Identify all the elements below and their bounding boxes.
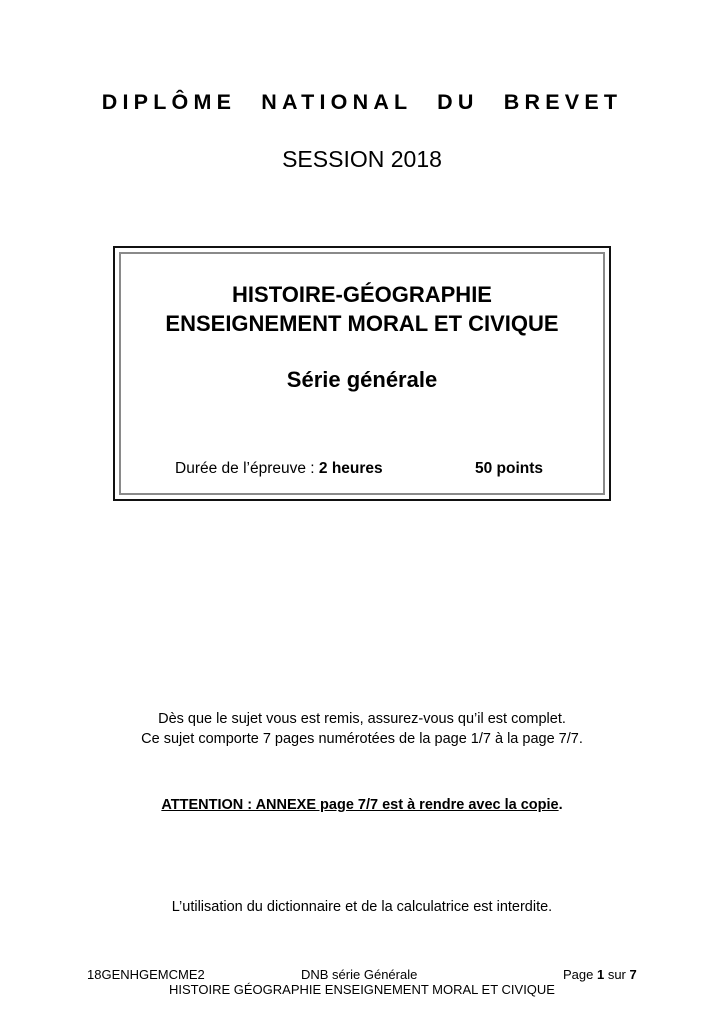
attention-notice xyxy=(0,797,724,813)
total-points: 50 points xyxy=(475,460,544,477)
attention-text: ATTENTION : ANNEXE page 7/7 est à rendre avec la copie xyxy=(161,797,559,813)
subject-title-line2: ENSEIGNEMENT MORAL ET CIVIQUE xyxy=(165,311,559,336)
exam-title: DIPLÔME NATIONAL DU BREVET xyxy=(101,90,623,114)
duration-label: Durée de l’épreuve : xyxy=(175,460,319,477)
footer-page-number xyxy=(563,967,637,982)
series-label: Série générale xyxy=(286,367,438,392)
page-prefix: Page xyxy=(563,967,597,982)
page-total: 7 xyxy=(629,967,637,982)
instruction-line2: Ce sujet comporte 7 pages numérotées de la page 1/7 à la page 7/7. xyxy=(141,731,583,747)
duration xyxy=(175,460,383,478)
page-separator: sur xyxy=(604,967,630,982)
attention-period: . xyxy=(558,797,563,813)
footer-subject: HISTOIRE GÉOGRAPHIE ENSEIGNEMENT MORAL ET CIVIQUE xyxy=(169,982,555,997)
subject-title-line1: HISTOIRE-GÉOGRAPHIE xyxy=(232,282,492,307)
footer-exam-code: 18GENHGEMCME2 xyxy=(87,967,205,982)
footer-series: DNB série Générale xyxy=(301,967,418,982)
instruction-line1: Dès que le sujet vous est remis, assurez-vous qu’il est complet. xyxy=(158,711,566,727)
forbidden-notice: L’utilisation du dictionnaire et de la calculatrice est interdite. xyxy=(171,899,553,915)
page-current: 1 xyxy=(596,967,605,982)
session-year: SESSION 2018 xyxy=(282,146,442,172)
duration-value: 2 heures xyxy=(318,460,383,477)
